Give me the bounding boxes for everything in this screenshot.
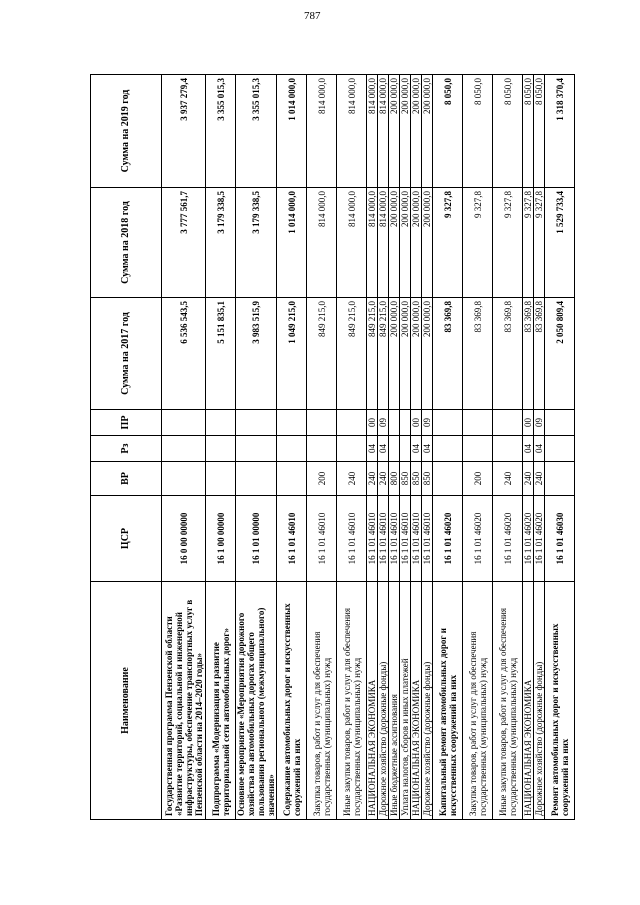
cell-s2019: 1 014 000,0 <box>277 75 307 188</box>
cell-vr: 240 <box>493 462 523 496</box>
cell-s2019: 200 000,0 <box>389 75 400 188</box>
cell-csr: 16 1 01 46020 <box>534 496 545 582</box>
table-row <box>523 75 534 820</box>
cell-name: Дорожное хозяйство (дорожные фонды) <box>422 582 433 820</box>
cell-rz: 04 <box>523 436 534 462</box>
cell-s2019: 3 937 279,4 <box>162 75 206 188</box>
cell-pr: 00 <box>523 410 534 436</box>
cell-pr: 09 <box>378 410 389 436</box>
cell-name: НАЦИОНАЛЬНАЯ ЭКОНОМИКА <box>367 582 378 820</box>
cell-pr: 09 <box>422 410 433 436</box>
cell-csr: 16 1 01 46010 <box>307 496 337 582</box>
cell-csr: 16 1 01 46010 <box>389 496 400 582</box>
cell-pr <box>545 410 575 436</box>
cell-name: Дорожное хозяйство (дорожные фонды) <box>534 582 545 820</box>
cell-s2019: 8 050,0 <box>433 75 463 188</box>
cell-s2017: 200 000,0 <box>389 298 400 410</box>
cell-pr <box>463 410 493 436</box>
cell-vr: 850 <box>422 462 433 496</box>
cell-s2018: 3 777 561,7 <box>162 188 206 298</box>
cell-vr: 240 <box>337 462 367 496</box>
table-row <box>162 75 206 820</box>
cell-s2017: 5 151 835,1 <box>206 298 236 410</box>
cell-rz <box>277 436 307 462</box>
cell-s2018: 1 014 000,0 <box>277 188 307 298</box>
cell-s2017: 200 000,0 <box>400 298 411 410</box>
cell-pr <box>206 410 236 436</box>
cell-pr: 00 <box>411 410 422 436</box>
cell-s2017: 83 369,8 <box>463 298 493 410</box>
cell-csr: 16 0 00 00000 <box>162 496 206 582</box>
cell-csr: 16 1 01 46010 <box>400 496 411 582</box>
cell-rz <box>493 436 523 462</box>
table-row <box>433 75 463 820</box>
cell-name: Капитальный ремонт автомобильных дорог и искусственных сооружений на них <box>433 582 463 820</box>
cell-vr: 240 <box>367 462 378 496</box>
cell-rz <box>162 436 206 462</box>
cell-vr: 850 <box>411 462 422 496</box>
cell-name: НАЦИОНАЛЬНАЯ ЭКОНОМИКА <box>411 582 422 820</box>
cell-name: Ремонт автомобильных дорог и искусственных сооружений на них <box>545 582 575 820</box>
header-name: Наименование <box>91 582 162 820</box>
cell-s2018: 9 327,8 <box>463 188 493 298</box>
table-row <box>206 75 236 820</box>
cell-s2018: 9 327,8 <box>433 188 463 298</box>
cell-s2018: 1 529 733,4 <box>545 188 575 298</box>
table-row <box>378 75 389 820</box>
cell-s2017: 83 369,8 <box>433 298 463 410</box>
cell-s2019: 200 000,0 <box>400 75 411 188</box>
cell-s2017: 3 983 515,9 <box>236 298 277 410</box>
cell-s2017: 6 536 543,5 <box>162 298 206 410</box>
cell-s2017: 83 369,8 <box>523 298 534 410</box>
table-row <box>493 75 523 820</box>
cell-s2018: 200 000,0 <box>422 188 433 298</box>
cell-pr <box>236 410 277 436</box>
header-sum-2019: Сумма на 2019 год <box>91 75 162 188</box>
cell-rz <box>545 436 575 462</box>
budget-table <box>90 74 575 820</box>
cell-s2017: 200 000,0 <box>411 298 422 410</box>
cell-name: Государственная программа Пензенской области «Развитие территорий, социальной и инженерной инфраструктуры, обеспечение транспортных услуг в Пензенской области на 2014–2020 годы» <box>162 582 206 820</box>
cell-rz: 04 <box>422 436 433 462</box>
cell-s2017: 849 215,0 <box>378 298 389 410</box>
cell-name: Закупка товаров, работ и услуг для обеспечения государственных (муниципальных) нужд <box>463 582 493 820</box>
header-csr: ЦСР <box>91 496 162 582</box>
cell-csr: 16 1 01 46010 <box>277 496 307 582</box>
cell-vr <box>433 462 463 496</box>
table-row <box>307 75 337 820</box>
cell-s2018: 3 179 338,5 <box>206 188 236 298</box>
cell-s2018: 814 000,0 <box>367 188 378 298</box>
cell-csr: 16 1 01 46010 <box>378 496 389 582</box>
cell-s2018: 814 000,0 <box>307 188 337 298</box>
cell-s2018: 9 327,8 <box>523 188 534 298</box>
cell-name: Дорожное хозяйство (дорожные фонды) <box>378 582 389 820</box>
cell-vr <box>545 462 575 496</box>
cell-csr: 16 1 01 46010 <box>337 496 367 582</box>
cell-s2017: 2 050 809,4 <box>545 298 575 410</box>
cell-name: НАЦИОНАЛЬНАЯ ЭКОНОМИКА <box>523 582 534 820</box>
cell-name: Закупка товаров, работ и услуг для обеспечения государственных (муниципальных) нужд <box>307 582 337 820</box>
cell-vr: 850 <box>400 462 411 496</box>
cell-csr: 16 1 01 46020 <box>493 496 523 582</box>
cell-s2019: 3 355 015,3 <box>206 75 236 188</box>
cell-s2017: 849 215,0 <box>307 298 337 410</box>
cell-s2017: 1 049 215,0 <box>277 298 307 410</box>
cell-rz: 04 <box>367 436 378 462</box>
rotated-page-content <box>90 75 570 820</box>
cell-csr: 16 1 01 46010 <box>411 496 422 582</box>
cell-rz <box>206 436 236 462</box>
cell-s2019: 814 000,0 <box>378 75 389 188</box>
cell-s2018: 3 179 338,5 <box>236 188 277 298</box>
cell-csr: 16 1 01 46010 <box>367 496 378 582</box>
table-row <box>411 75 422 820</box>
cell-s2017: 849 215,0 <box>337 298 367 410</box>
header-rz: Рз <box>91 436 162 462</box>
cell-pr <box>277 410 307 436</box>
table-row <box>463 75 493 820</box>
cell-name: Иные закупки товаров, работ и услуг для обеспечения государственных (муниципальных) нужд <box>493 582 523 820</box>
table-row <box>422 75 433 820</box>
cell-s2018: 200 000,0 <box>411 188 422 298</box>
cell-vr: 240 <box>523 462 534 496</box>
cell-s2018: 200 000,0 <box>389 188 400 298</box>
cell-s2019: 200 000,0 <box>411 75 422 188</box>
table-row <box>337 75 367 820</box>
cell-rz <box>337 436 367 462</box>
cell-pr: 00 <box>367 410 378 436</box>
cell-s2017: 200 000,0 <box>422 298 433 410</box>
cell-s2017: 83 369,8 <box>534 298 545 410</box>
cell-csr: 16 1 01 00000 <box>236 496 277 582</box>
cell-s2019: 814 000,0 <box>307 75 337 188</box>
cell-rz <box>463 436 493 462</box>
cell-name: Иные закупки товаров, работ и услуг для обеспечения государственных (муниципальных) нужд <box>337 582 367 820</box>
cell-pr <box>307 410 337 436</box>
cell-csr: 16 1 00 00000 <box>206 496 236 582</box>
cell-pr <box>400 410 411 436</box>
header-sum-2018: Сумма на 2018 год <box>91 188 162 298</box>
header-pr: ПР <box>91 410 162 436</box>
table-row <box>389 75 400 820</box>
cell-vr <box>236 462 277 496</box>
table-row <box>277 75 307 820</box>
cell-csr: 16 1 01 46020 <box>433 496 463 582</box>
cell-s2019: 8 050,0 <box>523 75 534 188</box>
cell-s2019: 8 050,0 <box>534 75 545 188</box>
cell-s2018: 9 327,8 <box>534 188 545 298</box>
header-vr: ВР <box>91 462 162 496</box>
table-row <box>400 75 411 820</box>
cell-csr: 16 1 01 46020 <box>463 496 493 582</box>
cell-pr <box>337 410 367 436</box>
cell-pr <box>493 410 523 436</box>
table-body <box>162 75 575 820</box>
cell-vr: 200 <box>307 462 337 496</box>
page-number: 787 <box>304 10 321 22</box>
cell-rz <box>400 436 411 462</box>
cell-rz <box>389 436 400 462</box>
cell-vr: 200 <box>463 462 493 496</box>
cell-vr: 800 <box>389 462 400 496</box>
cell-s2019: 1 318 370,4 <box>545 75 575 188</box>
cell-s2019: 8 050,0 <box>493 75 523 188</box>
cell-s2017: 849 215,0 <box>367 298 378 410</box>
cell-rz: 04 <box>378 436 389 462</box>
cell-pr <box>433 410 463 436</box>
cell-s2019: 814 000,0 <box>367 75 378 188</box>
cell-s2019: 3 355 015,3 <box>236 75 277 188</box>
table-row <box>236 75 277 820</box>
table-row <box>534 75 545 820</box>
cell-vr: 240 <box>534 462 545 496</box>
cell-pr: 09 <box>534 410 545 436</box>
cell-s2019: 200 000,0 <box>422 75 433 188</box>
cell-rz <box>433 436 463 462</box>
cell-rz <box>236 436 277 462</box>
cell-pr <box>162 410 206 436</box>
table-row <box>545 75 575 820</box>
cell-rz: 04 <box>534 436 545 462</box>
cell-s2019: 8 050,0 <box>463 75 493 188</box>
cell-s2019: 814 000,0 <box>337 75 367 188</box>
cell-rz: 04 <box>411 436 422 462</box>
cell-name: Основное мероприятие «Мероприятия дорожного хозяйства на автомобильных дорогах общего пользования регионального (межмуниципального) значения» <box>236 582 277 820</box>
table-row <box>367 75 378 820</box>
cell-s2018: 814 000,0 <box>378 188 389 298</box>
cell-name: Иные бюджетные ассигнования <box>389 582 400 820</box>
cell-s2018: 200 000,0 <box>400 188 411 298</box>
cell-s2018: 9 327,8 <box>493 188 523 298</box>
cell-s2017: 83 369,8 <box>493 298 523 410</box>
cell-name: Содержание автомобильных дорог и искусственных сооружений на них <box>277 582 307 820</box>
table-header-row <box>91 75 162 820</box>
cell-rz <box>307 436 337 462</box>
cell-csr: 16 1 01 46030 <box>545 496 575 582</box>
cell-name: Подпрограмма «Модернизация и развитие территориальной сети автомобильных дорог» <box>206 582 236 820</box>
header-sum-2017: Сумма на 2017 год <box>91 298 162 410</box>
cell-pr <box>389 410 400 436</box>
cell-name: Уплата налогов, сборов и иных платежей <box>400 582 411 820</box>
cell-csr: 16 1 01 46010 <box>422 496 433 582</box>
cell-vr <box>162 462 206 496</box>
cell-s2018: 814 000,0 <box>337 188 367 298</box>
cell-vr <box>277 462 307 496</box>
cell-csr: 16 1 01 46020 <box>523 496 534 582</box>
cell-vr <box>206 462 236 496</box>
cell-vr: 240 <box>378 462 389 496</box>
